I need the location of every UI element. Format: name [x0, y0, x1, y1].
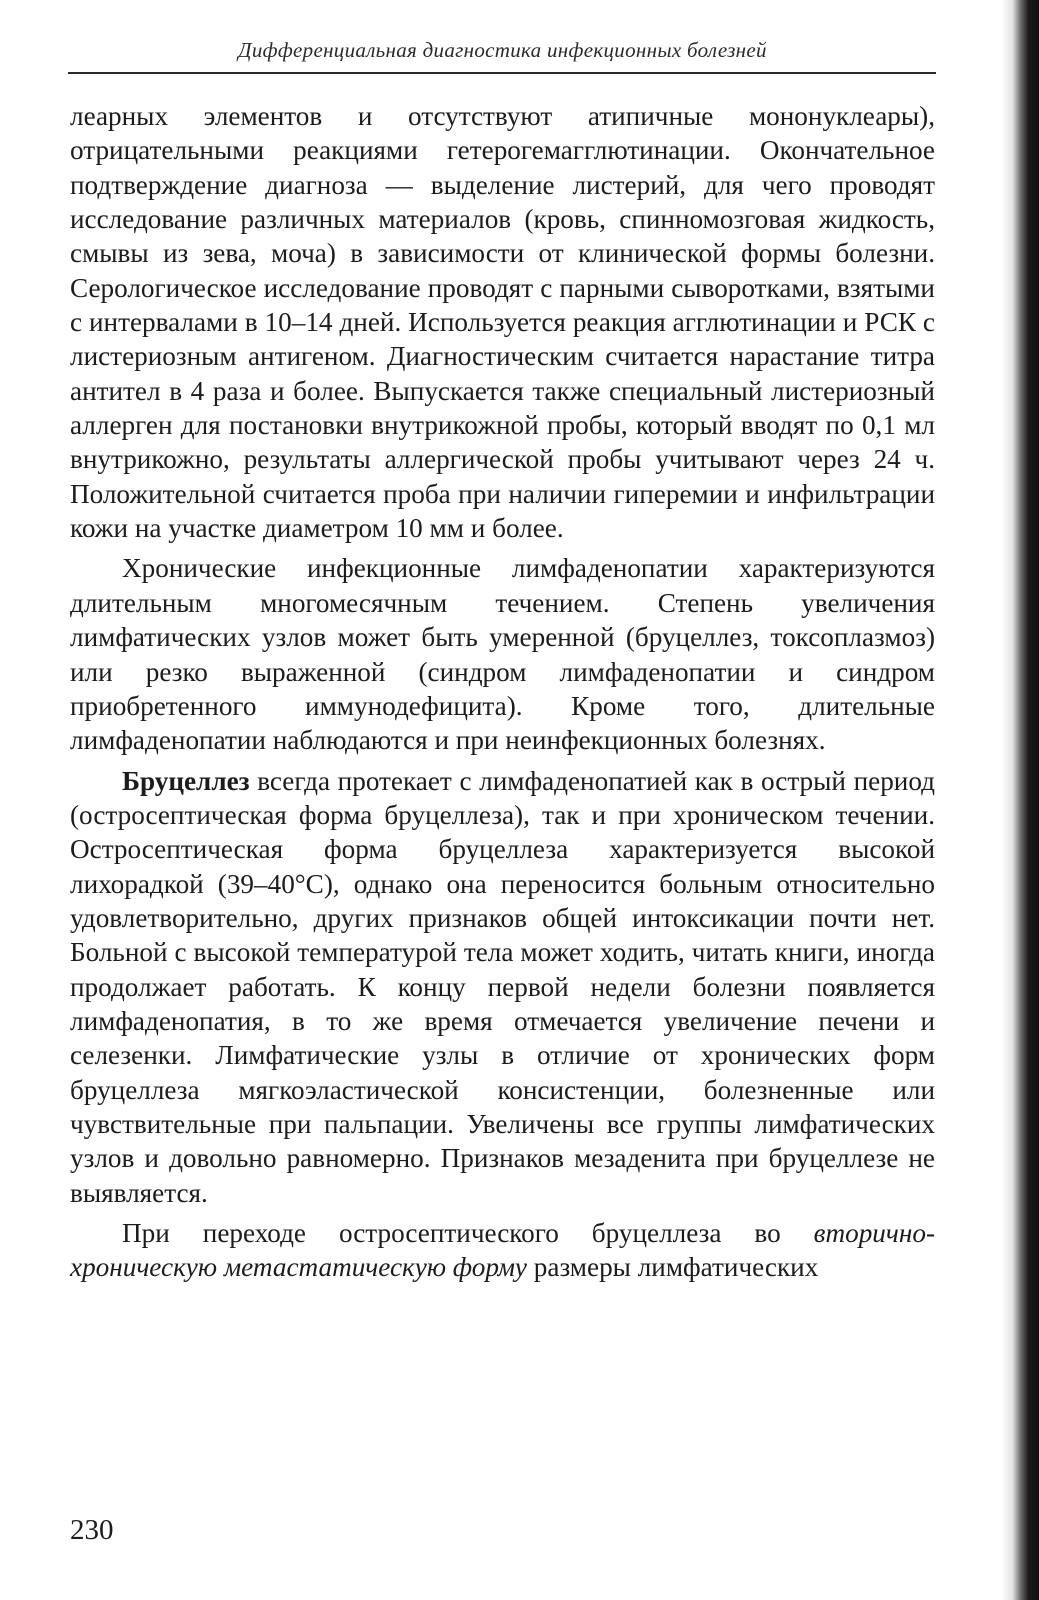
paragraph-chronic-form-start: При переходе остросептического бруцеллеза во	[122, 1218, 814, 1248]
paragraph-chronic-form	[70, 1216, 935, 1285]
paragraph-listeriosis-diagnosis: леарных элементов и отсутствуют атипичные мононуклеары), отрицательными реакциями гетерогемагглютинации. Окончательное подтверждение диагноза — выделение листерий, для чего проводят исследование различных материалов (кровь, спинномозговая жидкость, смывы из зева, моча) в зависимости от клинической формы болезни. Серологическое исследование проводят с парными сыворотками, взятыми с интервалами в 10–14 дней. Используется реакция агглютинации и РСК с листериозным антигеном. Диагностическим считается нарастание титра антител в 4 раза и более. Выпускается также специальный листериозный аллерген для постановки внутрикожной пробы, который вводят по 0,1 мл внутрикожно, результаты аллергической пробы учитывают через 24 ч. Положительной считается проба при наличии гиперемии и инфильтрации кожи на участке диаметром 10 мм и более.	[70, 101, 935, 544]
term-metastatic-form: вторично-хроническую метастатическую форму	[70, 1218, 935, 1283]
paragraph-chronic-form-end: размеры лимфатических	[527, 1252, 819, 1283]
header-divider	[68, 72, 936, 74]
running-header: Дифференциальная диагностика инфекционных болезней	[238, 38, 767, 62]
body-text	[70, 99, 935, 1291]
page-number: 230	[70, 1514, 114, 1546]
page-edge	[1013, 0, 1039, 1600]
paragraph-brucellosis	[70, 764, 935, 1210]
paragraph-chronic-lymphadenopathy: Хронические инфекционные лимфаденопатии характеризуются длительным многомесячным течением. Степень увеличения лимфатических узлов может быть умеренной (бруцеллез, токсоплазмоз) или резко выраженной (синдром лимфаденопатии и синдром приобретенного иммунодефицита). Кроме того, длительные лимфаденопатии наблюдаются и при неинфекционных болезнях.	[70, 553, 935, 756]
term-brucellosis: Бруцеллез	[122, 765, 250, 796]
paragraph-brucellosis-text: всегда протекает с лимфаденопатией как в острый период (остросептическая форма бруцеллеза), так и при хроническом течении. Остросептическая форма бруцеллеза характеризуется высокой лихорадкой (39–40°С), однако она переносится больным относительно удовлетворительно, других признаков общей интоксикации почти нет. Больной с высокой температурой тела может ходить, читать книги, иногда продолжает работать. К концу первой недели болезни появляется лимфаденопатия, в то же время отмечается увеличение печени и селезенки. Лимфатические узлы в отличие от хронических форм бруцеллеза мягкоэластической консистенции, болезненные или чувствительные при пальпации. Увеличены все группы лимфатических узлов и довольно равномерно. Признаков мезаденита при бруцеллезе не выявляется.	[70, 765, 935, 1208]
